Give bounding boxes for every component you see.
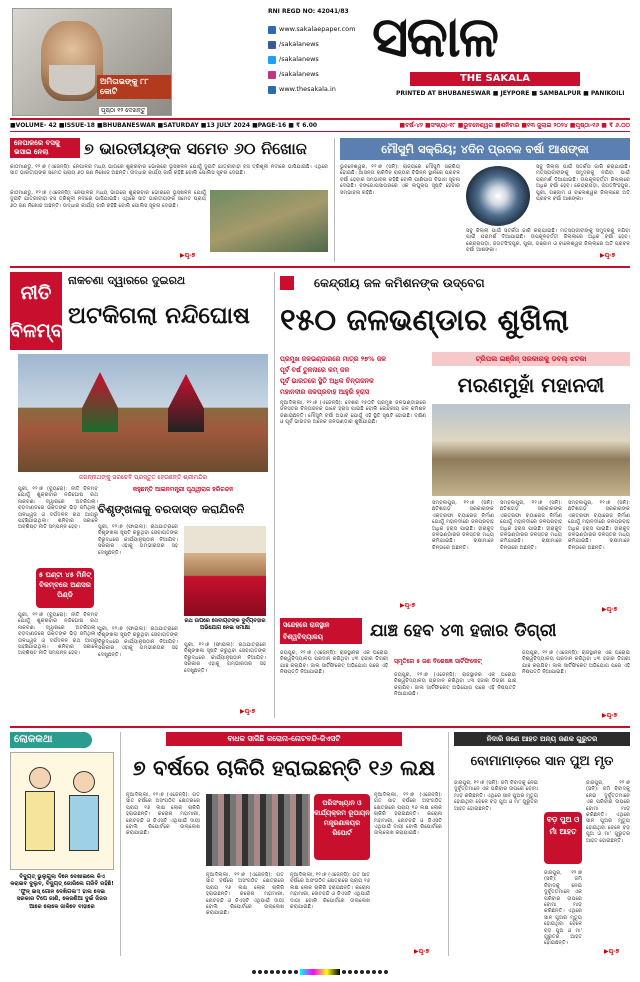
subpoint: ପୂର୍ବ ବର୍ଷ ତୁଳନାରେ କମ୍ ଜଳ (280, 366, 350, 374)
section-rule (10, 726, 630, 728)
story-body-cont: ସମ୍ବଲପୁର, ୧୨।୭ (ସନି): ଛତିଶଗଡ଼ ସରକାରଙ୍କ ଏକତରଫା ବ୍ୟାରେଜ ନିର୍ମାଣ ଯୋଗୁଁ ମହାନଦୀରେ ଜଳପ୍ରବାହ ଅଧିକ ହ୍ରାସ ପାଇଛି। ହୀରାକୁଦ ଜଳଭଣ୍ଡାରର ଜଳସ୍ତର ମଧ୍ୟ କମିଯାଇଛି। ଚାଷୀମାନେ ଚିନ୍ତାରେ ଅଛନ୍ତି। (500, 500, 562, 551)
story-headline: ଅଟକିଗଲା ନନ୍ଦିଘୋଷ (68, 302, 250, 329)
chariot-shape (82, 372, 118, 432)
story-bomb[interactable] (454, 732, 630, 956)
lokakatha-label: ଲୋକକଥା (10, 732, 92, 748)
subpoints-list (280, 354, 430, 398)
story-headline: ଯାଞ୍ଚ ହେବ ୪୩ ହଜାର ଡିଗ୍ରୀ (370, 621, 557, 641)
globe-icon (268, 26, 276, 34)
link-text: www.sakalaepaper.com (279, 25, 356, 33)
registration-dot (282, 970, 286, 974)
masthead (0, 0, 640, 118)
registration-dot (264, 970, 268, 974)
registration-dot (288, 970, 292, 974)
registration-dot (366, 970, 370, 974)
dateline (10, 118, 630, 132)
registration-dot (342, 970, 346, 974)
link-text: /sakalanews (279, 40, 319, 48)
story-headline: ବୋମାମାଡ଼ରେ ସାନ ପୁଅ ମୃତ (470, 754, 614, 769)
story-body: ସମ୍ବଲପୁର, ୧୨।୭ (ସନି): ଛତିଶଗଡ଼ ସରକାରଙ୍କ ଏକତରଫା ବ୍ୟାରେଜ ନିର୍ମାଣ ଯୋଗୁଁ ମହାନଦୀରେ ଜଳପ୍ରବାହ ଅଧିକ ହ୍ରାସ ପାଇଛି। ହୀରାକୁଦ ଜଳଭଣ୍ଡାରର ଜଳସ୍ତର ମଧ୍ୟ କମିଯାଇଛି। ଚାଷୀମାନେ ଚିନ୍ତାରେ ଅଛନ୍ତି। (432, 500, 494, 551)
story-body-cont: ସମ୍ବଲପୁର, ୧୨।୭ (ସନି): ଛତିଶଗଡ଼ ସରକାରଙ୍କ ଏକତରଫା ବ୍ୟାରେଜ ନିର୍ମାଣ ଯୋଗୁଁ ମହାନଦୀରେ ଜଳପ୍ରବାହ ଅଧିକ ହ୍ରାସ ପାଇଛି। ହୀରାକୁଦ ଜଳଭଣ୍ଡାରର ଜଳସ୍ତର ମଧ୍ୟ କମିଯାଇଛି। ଚାଷୀମାନେ ଚିନ୍ତାରେ ଅଛନ୍ତି। (568, 500, 630, 551)
social-links (268, 22, 378, 97)
dateline-english: ■VOLUME- 42 ■ISSUE-18 ■BHUBANESWAR ■SATURDAY ■13 JULY 2024 ■PAGE-16 ■ ₹ 6.00 (10, 122, 318, 129)
story-kicker: ନାକଚଣା ଦ୍ୱାରରେ ଦୁଇରଥ (68, 274, 186, 287)
promo-box[interactable] (12, 8, 172, 116)
promo-caption: ଅମିତାଭଙ୍କୁ ୮୮ କୋଟି (97, 75, 171, 99)
story-headline: ବିଶୃଙ୍ଖଳାକୁ ବରଦାସ୍ତ କରାଯିବନି (98, 502, 245, 516)
facebook-icon (268, 41, 276, 49)
twitter-icon (268, 56, 276, 64)
river-photo (432, 404, 630, 496)
story-nepal[interactable] (10, 138, 328, 262)
story-headline: ୧୫୦ ଜଳଭଣ୍ଡାର ଶୁଖିଲା (280, 303, 569, 338)
delay-highlight: ୫ ଘଣ୍ଟା ୪୫ ମିନିଟ୍ ବିଳମ୍ବରେ ଅଣସର ପିଣ୍ଡି (36, 568, 94, 608)
minister-photo (184, 526, 266, 616)
link-text: /sakalanews (279, 55, 319, 63)
registration-dot (258, 970, 262, 974)
registration-marks (0, 962, 640, 982)
story-body: ପୁରୀ, ୧୨।୭ (ଫାଇଲ): ରଥଯାତ୍ରାରେ ବିଶୃଙ୍ଖଳା ସୃଷ୍ଟି କରୁଥିବା ସେବାୟତଙ୍କ ବିରୁଦ୍ଧରେ କାର୍ଯ୍ୟାନୁଷ୍ଠାନ ନିଆଯିବ। ସରକାର ଏହାକୁ ଗମ୍ଭୀରତାର ସହ ଦେଖୁଛନ୍ତି। (98, 524, 178, 556)
cartoon-figure (69, 795, 99, 851)
subpoint: ପୂର୍ବ ଭାରତରେ ସ୍ଥିତି ଅଧିକ ଚିନ୍ତାଜନକ (280, 377, 374, 385)
registration-dot (378, 970, 382, 974)
story-kicker: ନିଦାରି ଜଣେ ଆହତ ଅନ୍ୟ ଜଣକ ଗୁରୁତର (454, 732, 630, 746)
cartoon-figure (29, 767, 51, 789)
link-twitter[interactable] (268, 52, 378, 67)
registration-dot (294, 970, 298, 974)
rni-number: RNI REGD NO: 42041/83 (268, 8, 349, 15)
chariot-shape (168, 374, 204, 432)
column-divider (120, 732, 121, 956)
cartoon-caption: ବିଦ୍ୟୁତ୍ ଭୁଲୁଗୁଲା ଦିନେ ଦେଖାଇଲେ କିଏ କରାଇବ ଦୁଲୁବ, ବିଦ୍ୟୁତ୍ ଜୋରିଲେ ଗରିବି ରହିଛି! 'ଫୁନ୍ ଇସ୍ ଗୋନ ଦେଖିଗଲ'! ହାଲ ଦେଇ ସରକାର ଟିପେ ଜାଣି, କେଜଣିଆ ଦୁଇଁ ଜିଜର ଆରେ ଲୋକେ ଜାଳିବେ ବାହାରେ (10, 874, 114, 910)
story-monsoon[interactable] (340, 138, 630, 262)
story-more-link[interactable]: ▶ପୃ-୭ (602, 712, 618, 719)
registration-dot (270, 970, 274, 974)
column-divider (334, 138, 335, 262)
story-body-cont: ପୁରୀ, ୧୨।୭ (ବ୍ୟୁରୋ): ନୀତି ବିଳମ୍ବ ଯୋଗୁଁ ଶୁକ୍ରବାର ନନ୍ଦିଘୋଷ ରଥ ନାକଚଣା ଦ୍ୱାରରେ ଅଟକିଗଲା। ବଡ଼ଦାଣ୍ଡରେ ଭକ୍ତଙ୍କ ଭିଡ଼ ଜମିଥିଲା। ତାଳଧ୍ୱଜ ଓ ଦର୍ପଦଳନ ରଥ ଆଗରୁ ପହଞ୍ଚିଯାଇଥିଲା। ଶନିବାର ସକାଳେ ଅବଶିଷ୍ଟ ନୀତି ସମ୍ପନ୍ନ ହେବ। (18, 612, 98, 657)
story-mahanadi[interactable] (432, 352, 630, 614)
injured-badge: ବଡ଼ ପୁଅ ଓ ମାଁ ଆହତ (544, 812, 582, 864)
lokakatha-cartoon[interactable] (10, 732, 114, 956)
link-website[interactable] (268, 82, 378, 97)
dateline-odia: ■ବର୍ଷ-୪୨ ■ସଂଖ୍ୟା-୧୮ ■ଭୁବନେଶ୍ୱର ■ଶନିବାର ■୧୩ ଜୁଲାଇ ୨୦୨୪ ■ପୃଷ୍ଠା-୧୬ ■ ₹ ୬.୦୦ (399, 121, 630, 129)
registration-dot (276, 970, 280, 974)
story-body: ଭୁବନେଶ୍ୱର, ୧୨।୭ (ସନି): ରାଜ୍ୟରେ ମୌସୁମି ସକ୍ରିୟ ହୋଇଛି। ଆସନ୍ତା ଚାରିଦିନ ରାଜ୍ୟର ବିଭିନ୍ନ ସ୍ଥାନରେ ପ୍ରବଳ ବର୍ଷା ହେବାର ସମ୍ଭାବନା ରହିଛି ବୋଲି ପାଣିପାଗ ବିଭାଗ ସୂଚନା ଦେଇଛି। ବଙ୍ଗୋପସାଗରରେ ଏକ ଲଘୁଚାପ ସୃଷ୍ଟି ହେବାର ସମ୍ଭାବନା ରହିଛି। (340, 164, 460, 196)
photo-caption: ରଥ ଉପରେ ସେବାୟତଙ୍କ ଦୁର୍ବ୍ୟବହାର ଅଭିଯୋଗ ନେଇ ସମୀକ୍ଷା (184, 618, 266, 631)
story-degrees[interactable] (280, 618, 630, 722)
chariot-photo (18, 354, 268, 472)
registration-dot (360, 970, 364, 974)
story-body-cont: ଜାଜପୁର, ୧୨।୭ (ସନି): ଜମି ବିବାଦକୁ ନେଇ ଦୁର୍ବୃତ୍ତମାନେ ଏକ ପରିବାର ଉପରେ ବୋମା ମାଡ଼ କରିଛନ୍ତି। ଏଥିରେ ସାନ ପୁଅର ମୃତ୍ୟୁ ହୋଇଥିବା ବେଳେ ବଡ଼ ପୁଅ ଓ ମା' ଗୁରୁତର ଆହତ ହୋଇଛନ୍ତି। (544, 870, 582, 947)
photo-caption: ଜଗନ୍ନାଥଙ୍କୁ ସରଚେବି ପ୍ରସ୍ତୁତ ହେଉଛନ୍ତି ଶ୍ରୀମନ୍ଦିର (78, 474, 208, 481)
cyclone-satellite-image (466, 166, 530, 226)
story-headline: ମରଣମୁହାଁ ମହାନଦୀ (457, 373, 605, 397)
registration-dot (384, 970, 388, 974)
globe-icon (268, 86, 276, 94)
story-body-cont: ପୁରୀ, ୧୨।୭ (ଫାଇଲ): ରଥଯାତ୍ରାରେ ବିଶୃଙ୍ଖଳା ସୃଷ୍ଟି କରୁଥିବା ସେବାୟତଙ୍କ ବିରୁଦ୍ଧରେ କାର୍ଯ୍ୟାନୁଷ୍ଠାନ ନିଆଯିବ। ସରକାର ଏହାକୁ ଗମ୍ଭୀରତାର ସହ ଦେଖୁଛନ୍ତି। (98, 626, 178, 658)
promo-portrait-beard (49, 65, 95, 95)
story-more-link[interactable]: ▶ପୃ-୭ (400, 602, 416, 609)
subpoint: ମହାନଦୀର ଜଳପ୍ରବାହ ଆହୁରି ହ୍ରାସ (280, 388, 370, 396)
story-body: କାଠମାଣ୍ଡୁ, ୧୨।୭ (ଏଜେନ୍ସି): ନେପାଳର ମଧ୍ୟ ଭାଗରେ ଶୁକ୍ରବାର ଭୋରରେ ଭୂସ୍ଖଳନ ଯୋଗୁଁ ଦୁଇଟି ଯାତ୍ରୀବାହୀ ବସ ତ୍ରିଶୂଳୀ ନଦୀରେ ଭାସିଯାଇଛି। ଏଥିରେ ସାତ ଭାରତୀୟଙ୍କ ସମେତ ପ୍ରାୟ ୬୦ ଜଣ ନିଖୋଜ ଅଛନ୍ତି। ଉଦ୍ଧାର କାର୍ଯ୍ୟ ଜାରି ରହିଛି ବୋଲି ପୋଲିସ ସୂଚନା ଦେଇଛି। (10, 164, 328, 177)
story-kicker: କହୁଛନ୍ତି ଆଇନମନ୍ତ୍ରୀ ପୃଥ୍ୱୀରାଜ ହରିଚନ୍ଦନ (132, 486, 234, 493)
landslide-photo (210, 190, 328, 252)
niti-label: ନୀତି ବିଳମ୍ବ (10, 272, 62, 350)
story-body: ପୁରୀ, ୧୨।୭ (ବ୍ୟୁରୋ): ନୀତି ବିଳମ୍ବ ଯୋଗୁଁ ଶୁକ୍ରବାର ନନ୍ଦିଘୋଷ ରଥ ନାକଚଣା ଦ୍ୱାରରେ ଅଟକିଗଲା। ବଡ଼ଦାଣ୍ଡରେ ଭକ୍ତଙ୍କ ଭିଡ଼ ଜମିଥିଲା। ତାଳଧ୍ୱଜ ଓ ଦର୍ପଦଳନ ରଥ ଆଗରୁ ପହଞ୍ଚିଯାଇଥିଲା। ଶନିବାର ସକାଳେ ଅବଶିଷ୍ଟ ନୀତି ସମ୍ପନ୍ନ ହେବ। (18, 486, 98, 531)
story-more-link[interactable]: ▶ପୃ-୭ (414, 948, 430, 955)
story-jobs[interactable] (126, 732, 442, 956)
story-body-bottom: ସବୁ ଜିଲ୍ଲା ପାଇଁ ସତର୍କତା ଜାରି କରାଯାଇଛି। ମତ୍ସ୍ୟଜୀବୀଙ୍କୁ ସମୁଦ୍ରକୁ ନଯିବା ପାଇଁ ପରାମର୍ଶ ଦିଆଯାଇଛି। ଉପକୂଳବର୍ତ୍ତୀ ଜିଲ୍ଲାରେ ଅଧିକ ବର୍ଷା ହେବ। କେନ୍ଦ୍ରାପଡ଼ା, ଜଗତସିଂହପୁର, ପୁରୀ, ଗଞ୍ଜାମ ଓ ବାଲେଶ୍ୱର ଜିଲ୍ଲାରେ ଅତି ପ୍ରବଳ ବର୍ଷା ଆଶଙ୍କା। (466, 228, 630, 254)
story-body-cont: ଜୟପୁର, ୧୨।୭ (ଏଜେନ୍ସି): ରାଜସ୍ଥାନର ଏକ ଘରୋଇ ବିଶ୍ୱବିଦ୍ୟାଳୟ ପ୍ରଦାନ କରିଥିବା ୪୩ ହଜାର ଡିଗ୍ରୀ ଯାଞ୍ଚ କରାଯିବ। ଜାଲ ସାର୍ଟିଫିକେଟ୍ ଅଭିଯୋଗ ପରେ ଏହି ନିଷ୍ପତ୍ତି ନିଆଯାଇଛି। (394, 672, 516, 698)
story-body-cont: ଜୟପୁର, ୧୨।୭ (ଏଜେନ୍ସି): ରାଜସ୍ଥାନର ଏକ ଘରୋଇ ବିଶ୍ୱବିଦ୍ୟାଳୟ ପ୍ରଦାନ କରିଥିବା ୪୩ ହଜାର ଡିଗ୍ରୀ ଯାଞ୍ଚ କରାଯିବ। ଜାଲ ସାର୍ଟିଫିକେଟ୍ ଅଭିଯୋଗ ପରେ ଏହି ନିଷ୍ପତ୍ତି ନିଆଯାଇଛି। (522, 650, 630, 676)
story-more-link[interactable]: ▶ପୃ-୭ (604, 948, 620, 955)
story-kicker: ନେପାଳରେ ବସକୁ ଭସାଇ ନେଲା (10, 138, 80, 158)
link-instagram[interactable] (268, 67, 378, 82)
story-kicker: ଟ୍ରିପଲ ଇଞ୍ଜିନ୍ ସରକାରକୁ ଡବଲ୍ ଝଟକା (432, 352, 630, 366)
link-text: www.thesakala.in (279, 85, 336, 93)
story-body-cont: ପୁରୀ, ୧୨।୭ (ଫାଇଲ): ରଥଯାତ୍ରାରେ ବିଶୃଙ୍ଖଳା ସୃଷ୍ଟି କରୁଥିବା ସେବାୟତଙ୍କ ବିରୁଦ୍ଧରେ କାର୍ଯ୍ୟାନୁଷ୍ଠାନ ନିଆଯିବ। ସରକାର ଏହାକୁ ଗମ୍ଭୀରତାର ସହ ଦେଖୁଛନ୍ତି। (184, 642, 266, 674)
story-body: ଜୟପୁର, ୧୨।୭ (ଏଜେନ୍ସି): ରାଜସ୍ଥାନର ଏକ ଘରୋଇ ବିଶ୍ୱବିଦ୍ୟାଳୟ ପ୍ରଦାନ କରିଥିବା ୪୩ ହଜାର ଡିଗ୍ରୀ ଯାଞ୍ଚ କରାଯିବ। ଜାଲ ସାର୍ଟିଫିକେଟ୍ ଅଭିଯୋଗ ପରେ ଏହି ନିଷ୍ପତ୍ତି ନିଆଯାଇଛି। (280, 650, 388, 676)
story-discipline[interactable] (98, 486, 268, 718)
registration-dot (252, 970, 256, 974)
story-body-cont: ନୂଆଦିଲ୍ଲୀ, ୧୨।୭ (ଏଜେନ୍ସି): ଗତ ସାତ ବର୍ଷରେ ଅସଂଗଠିତ କ୍ଷେତ୍ରରେ ପ୍ରାୟ ୧୬ ଲକ୍ଷ ଲୋକ ଚାକିରି ହରାଇଛନ୍ତି। କରୋନା ମହାମାରୀ, ନୋଟବନ୍ଦି ଓ ଜିଏସଟି ଏଥିପାଇଁ ଦାୟୀ ବୋଲି ରିପୋର୍ଟରେ ଉଲ୍ଲେଖ କରାଯାଇଛି। (290, 872, 370, 911)
story-body-cont: ଜାଜପୁର, ୧୨।୭ (ସନି): ଜମି ବିବାଦକୁ ନେଇ ଦୁର୍ବୃତ୍ତମାନେ ଏକ ପରିବାର ଉପରେ ବୋମା ମାଡ଼ କରିଛନ୍ତି। ଏଥିରେ ସାନ ପୁଅର ମୃତ୍ୟୁ ହୋଇଥିବା ବେଳେ ବଡ଼ ପୁଅ ଓ ମା' ଗୁରୁତର ଆହତ ହୋଇଛନ୍ତି। (586, 780, 630, 844)
story-more-link[interactable]: ▶ପୃ-୭ (180, 252, 196, 259)
printed-at: PRINTED AT BHUBANESWAR ■ JEYPORE ■ SAMBALPUR ■ PANIKOILI (396, 90, 625, 97)
story-more-link[interactable]: ▶ପୃ-୭ (600, 252, 616, 259)
section-rule (10, 266, 630, 268)
story-more-link[interactable]: ▶ପୃ-୭ (602, 606, 618, 613)
column-divider (274, 272, 275, 718)
logo-odia: ସକାଳ (372, 4, 498, 70)
story-body: ଜାଜପୁର, ୧୨।୭ (ସନି): ଜମି ବିବାଦକୁ ନେଇ ଦୁର୍ବୃତ୍ତମାନେ ଏକ ପରିବାର ଉପରେ ବୋମା ମାଡ଼ କରିଛନ୍ତି। ଏଥିରେ ସାନ ପୁଅର ମୃତ୍ୟୁ ହୋଇଥିବା ବେଳେ ବଡ଼ ପୁଅ ଓ ମା' ଗୁରୁତର ଆହତ ହୋଇଛନ୍ତି। (454, 780, 538, 812)
story-headline: ମୌସୁମି ସକ୍ରିୟ; ୪ଦିନ ପ୍ରବଳ ବର୍ଷା ଆଶଙ୍କା (340, 138, 630, 160)
story-body-cont: ନୂଆଦିଲ୍ଲୀ, ୧୨।୭ (ଏଜେନ୍ସି): ଗତ ସାତ ବର୍ଷରେ ଅସଂଗଠିତ କ୍ଷେତ୍ରରେ ପ୍ରାୟ ୧୬ ଲକ୍ଷ ଲୋକ ଚାକିରି ହରାଇଛନ୍ତି। କରୋନା ମହାମାରୀ, ନୋଟବନ୍ଦି ଓ ଜିଏସଟି ଏଥିପାଇଁ ଦାୟୀ ବୋଲି ରିପୋର୍ଟରେ ଉଲ୍ଲେଖ କରାଯାଇଛି। (374, 792, 442, 837)
registration-dot (348, 970, 352, 974)
story-kicker: ସନ୍ଦେହରେ ରାଜସ୍ଥାନ ବିଶ୍ୱବିଦ୍ୟାଳୟ (280, 618, 362, 644)
story-headline: ୭ ବର୍ଷରେ ଚାକିରି ହରାଇଛନ୍ତି ୧୬ ଲକ୍ଷ (132, 755, 436, 780)
link-facebook[interactable] (268, 37, 378, 52)
crowd-photo (206, 794, 310, 866)
story-body-cont: କାଠମାଣ୍ଡୁ, ୧୨।୭ (ଏଜେନ୍ସି): ନେପାଳର ମଧ୍ୟ ଭାଗରେ ଶୁକ୍ରବାର ଭୋରରେ ଭୂସ୍ଖଳନ ଯୋଗୁଁ ଦୁଇଟି ଯାତ୍ରୀବାହୀ ବସ ତ୍ରିଶୂଳୀ ନଦୀରେ ଭାସିଯାଇଛି। ଏଥିରେ ସାତ ଭାରତୀୟଙ୍କ ସମେତ ପ୍ରାୟ ୬୦ ଜଣ ନିଖୋଜ ଅଛନ୍ତି। ଉଦ୍ଧାର କାର୍ଯ୍ୟ ଜାରି ରହିଛି ବୋଲି ପୋଲିସ ସୂଚନା ଦେଇଛି। (10, 190, 206, 209)
story-kicker: କେନ୍ଦ୍ରୀୟ ଜଳ କମିଶନଙ୍କ ଉଦ୍‌ବେଗ (314, 276, 485, 290)
story-body-right: ସବୁ ଜିଲ୍ଲା ପାଇଁ ସତର୍କତା ଜାରି କରାଯାଇଛି। ମତ୍ସ୍ୟଜୀବୀଙ୍କୁ ସମୁଦ୍ରକୁ ନଯିବା ପାଇଁ ପରାମର୍ଶ ଦିଆଯାଇଛି। ଉପକୂଳବର୍ତ୍ତୀ ଜିଲ୍ଲାରେ ଅଧିକ ବର୍ଷା ହେବ। କେନ୍ଦ୍ରାପଡ଼ା, ଜଗତସିଂହପୁର, ପୁରୀ, ଗଞ୍ଜାମ ଓ ବାଲେଶ୍ୱର ଜିଲ୍ଲାରେ ଅତି ପ୍ରବଳ ବର୍ଷା ଆଶଙ୍କା। (536, 164, 630, 203)
story-body: ନୂଆଦିଲ୍ଲୀ, ୧୨।୭ (ଏଜେନ୍ସି): ଗତ ସାତ ବର୍ଷରେ ଅସଂଗଠିତ କ୍ଷେତ୍ରରେ ପ୍ରାୟ ୧୬ ଲକ୍ଷ ଲୋକ ଚାକିରି ହରାଇଛନ୍ତି। କରୋନା ମହାମାରୀ, ନୋଟବନ୍ଦି ଓ ଜିଏସଟି ଏଥିପାଇଁ ଦାୟୀ ବୋଲି ରିପୋର୍ଟରେ ଉଲ୍ଲେଖ କରାଯାଇଛି। (126, 792, 200, 837)
link-epaper[interactable] (268, 22, 378, 37)
story-kicker: ବାଧକ ସାଜିଛି କରୋନା-ନୋଟବନ୍ଦି-ଜିଏସଟି (166, 732, 402, 746)
color-bar (300, 969, 340, 975)
cartoon-image (10, 752, 114, 870)
story-body: ନୂଆଦିଲ୍ଲୀ, ୧୨।୭ (ଏଜେନ୍ସି): ଦେଶର ୧୫୦ଟି ପ୍ରମୁଖ ଜଳଭଣ୍ଡାରରେ ଜଳସ୍ତର ଚିନ୍ତାଜନକ ଭାବେ ହ୍ରାସ ପାଇଛି ବୋଲି କେନ୍ଦ୍ରୀୟ ଜଳ କମିଶନ ଜଣାଇଛନ୍ତି। ମୌସୁମି ବର୍ଷା ଅଭାବ ଯୋଗୁଁ ଏହି ସ୍ଥିତି ସୃଷ୍ଟି ହୋଇଛି। ଦକ୍ଷିଣ ଓ ପୂର୍ବ ଭାରତର ଅନେକ ଜଳଭଣ୍ଡାର ଶୁଖିଯାଇଛି। (280, 400, 426, 426)
link-text: /sakalanews (279, 70, 319, 78)
column-divider (448, 732, 449, 956)
water-bullet-icon (280, 276, 294, 290)
logo-english: THE SAKALA (410, 72, 580, 86)
story-body-cont: ନୂଆଦିଲ୍ଲୀ, ୧୨।୭ (ଏଜେନ୍ସି): ଗତ ସାତ ବର୍ଷରେ ଅସଂଗଠିତ କ୍ଷେତ୍ରରେ ପ୍ରାୟ ୧୬ ଲକ୍ଷ ଲୋକ ଚାକିରି ହରାଇଛନ୍ତି। କରୋନା ମହାମାରୀ, ନୋଟବନ୍ଦି ଓ ଜିଏସଟି ଏଥିପାଇଁ ଦାୟୀ ବୋଲି ରିପୋର୍ଟରେ ଉଲ୍ଲେଖ କରାଯାଇଛି। (206, 872, 284, 917)
report-callout: ପରିସଂଖ୍ୟାନ ଓ କାର୍ଯ୍ୟକ୍ରମ ରୂପାୟନ ମନ୍ତ୍ରଣାଳୟର ରିପୋର୍ଟ (314, 794, 370, 860)
story-subhead: ସ୍ମୃତିରେ ୫ ଜଣ ବିଶେଷଜ୍ଞ ସାର୍ଟିଫିକେଟ୍ (394, 658, 482, 665)
promo-page: ପୃଷ୍ଠା ୧୨ ଦେଖନ୍ତୁ (101, 107, 146, 114)
cartoon-figure (73, 771, 95, 793)
registration-dot (354, 970, 358, 974)
cartoon-figure (25, 791, 55, 851)
instagram-icon (268, 71, 276, 79)
story-more-link[interactable]: ▶ପୃ-୭ (240, 708, 256, 715)
registration-dot (372, 970, 376, 974)
subpoint: ପ୍ରମୁଖ ଜଳଭଣ୍ଡାରରେ ମାତ୍ର ୨୭% ଜଳ (280, 355, 387, 363)
story-headline: ୭ ଭାରତୀୟଙ୍କ ସମେତ ୬୦ ନିଖୋଜ (84, 138, 328, 160)
